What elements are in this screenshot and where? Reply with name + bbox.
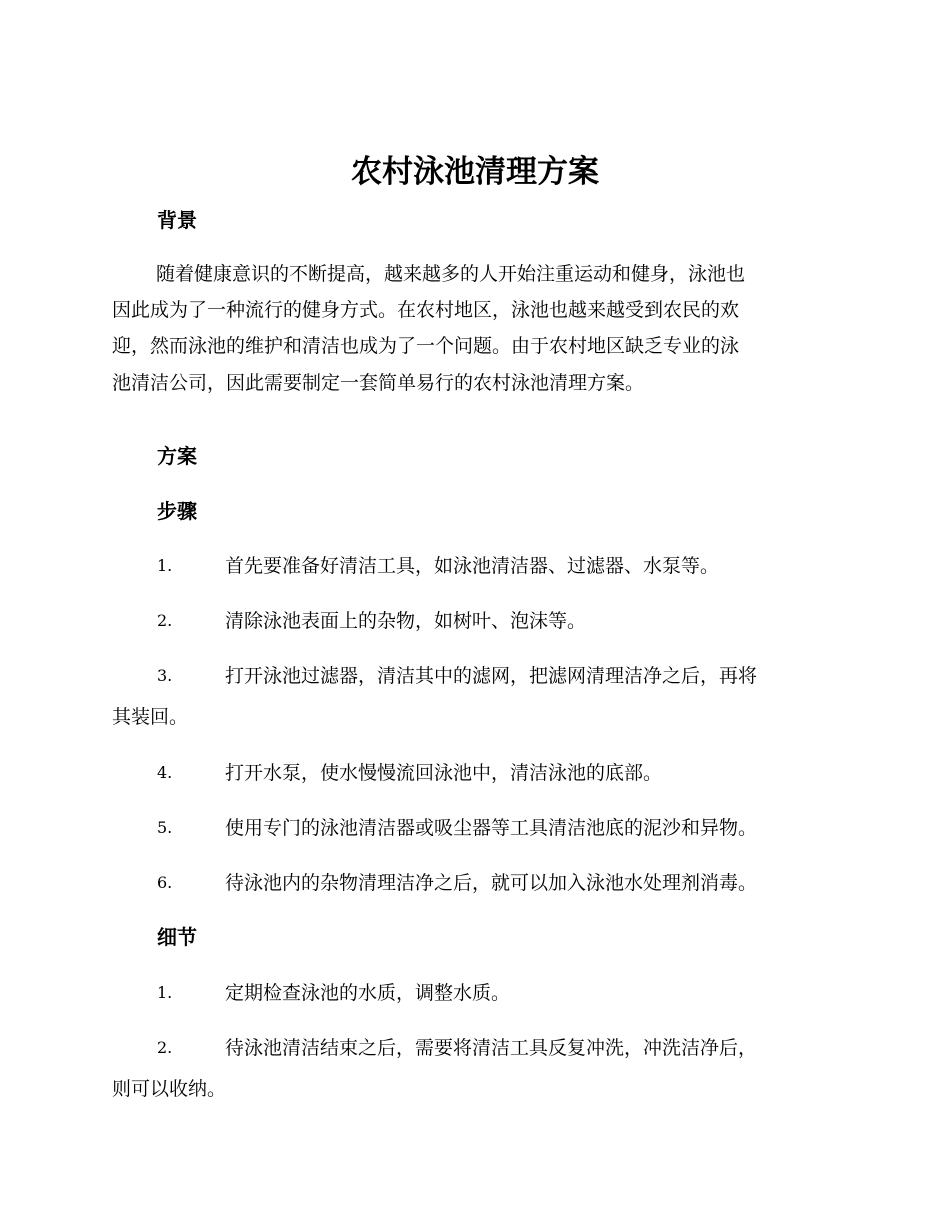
background-line-2: 因此成为了一种流行的健身方式。在农村地区，泳池也越来越受到农民的欢: [112, 299, 740, 321]
list-number: 5.: [157, 818, 173, 837]
list-number: 3.: [157, 666, 173, 685]
list-text: 待泳池清洁结束之后，需要将清洁工具反复冲洗，冲洗洁净后，: [225, 1037, 758, 1059]
step-item-3-continuation: 其装回。: [112, 706, 189, 728]
list-text: 定期检查泳池的水质，调整水质。: [225, 982, 511, 1004]
detail-item-2-continuation: 则可以收纳。: [112, 1078, 227, 1100]
list-number: 2.: [157, 611, 173, 630]
background-line-4: 池清洁公司，因此需要制定一套简单易行的农村泳池清理方案。: [112, 372, 645, 394]
list-text: 使用专门的泳池清洁器或吸尘器等工具清洁池底的泥沙和异物。: [225, 817, 758, 839]
background-line-3: 迎，然而泳池的维护和清洁也成为了一个问题。由于农村地区缺乏专业的泳: [112, 335, 740, 357]
list-number: 4.: [157, 763, 173, 782]
list-number: 1.: [157, 556, 173, 575]
section-heading-details: 细节: [157, 925, 197, 949]
document-title: 农村泳池清理方案: [351, 154, 599, 190]
list-number: 2.: [157, 1038, 173, 1057]
list-text: 打开水泵，使水慢慢流回泳池中，清洁泳池的底部。: [225, 762, 663, 784]
list-text: 打开泳池过滤器，清洁其中的滤网，把滤网清理洁净之后，再将: [225, 665, 758, 687]
background-line-1: 随着健康意识的不断提高，越来越多的人开始注重运动和健身，泳池也: [156, 263, 746, 285]
list-text: 首先要准备好清洁工具，如泳池清洁器、过滤器、水泵等。: [225, 555, 720, 577]
section-heading-background: 背景: [157, 208, 197, 232]
list-number: 1.: [157, 983, 173, 1002]
list-text: 清除泳池表面上的杂物，如树叶、泡沫等。: [225, 610, 587, 632]
list-number: 6.: [157, 873, 173, 892]
list-text: 待泳池内的杂物清理洁净之后，就可以加入泳池水处理剂消毒。: [225, 872, 758, 894]
section-heading-plan: 方案: [157, 444, 197, 468]
section-heading-steps: 步骤: [157, 499, 197, 523]
